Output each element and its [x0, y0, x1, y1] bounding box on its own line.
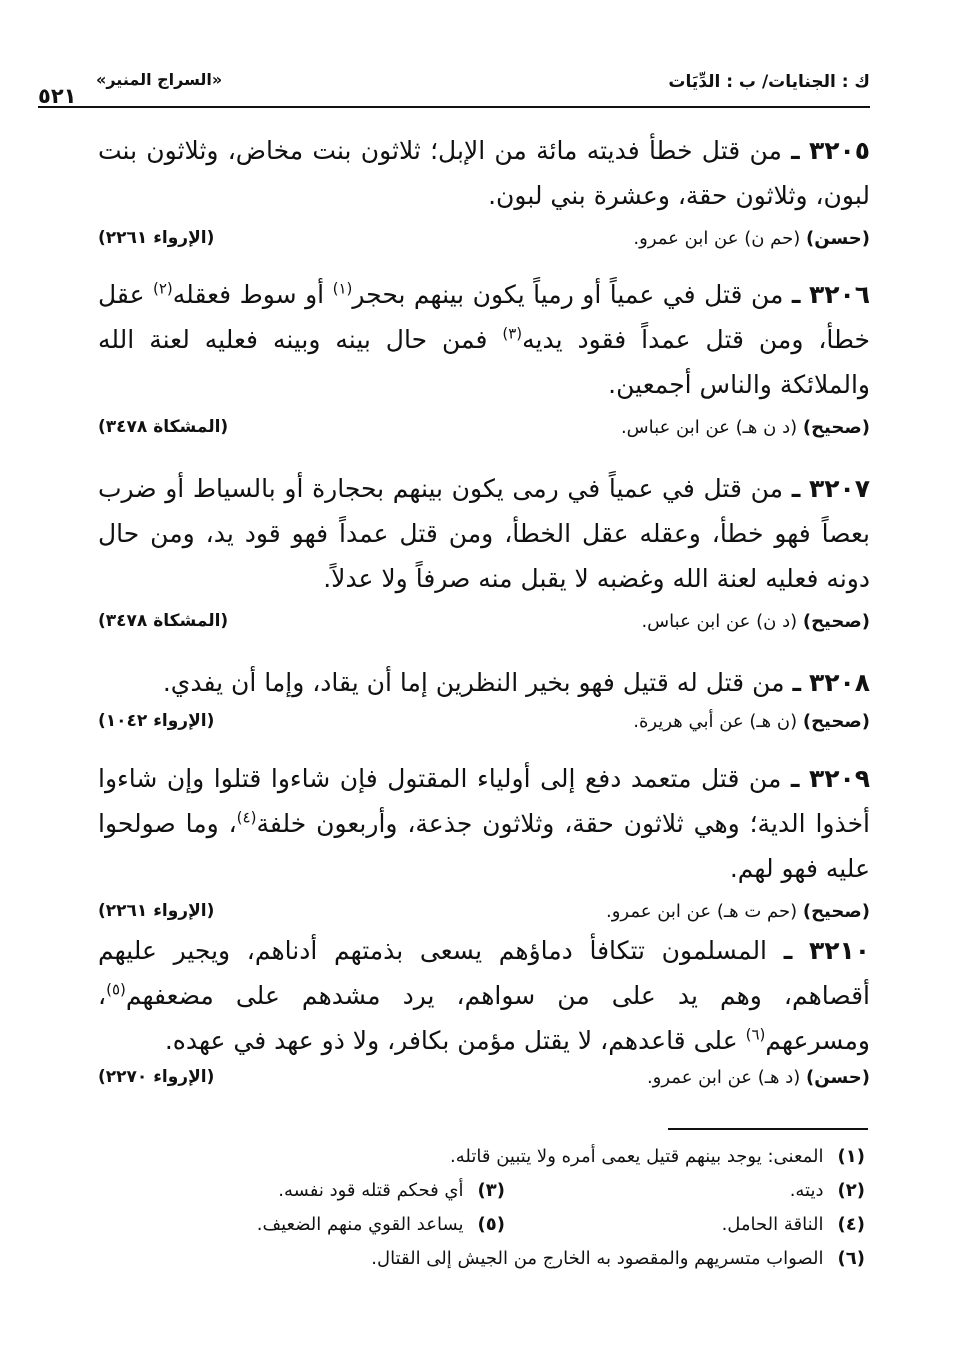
page-number: ٥٢١ — [38, 84, 77, 108]
running-header — [38, 60, 870, 108]
footnote-row — [95, 1248, 865, 1282]
hadith-entry — [98, 756, 870, 935]
hadith-number: ٣٢٠٥ — [808, 136, 871, 165]
hadith-text: ٣٢٠٦ ـ من قتل في عمياً أو رمياً يكون بينهم بحجر$^{(١)}$ أو سوط فعقله$^{(٢)}$ عقل خطأ، ومن قتل عمداً فقود يديه$^{(٣)}$ فمن حال بينه وبينه فعليه لعنة الله والملائكة والناس أجمعين. — [98, 279, 871, 399]
hadith-grade: (صحيح) (ن هـ) عن أبي هريرة. — [633, 711, 870, 732]
hadith-text: ٣٢٠٩ ـ من قتل متعمد دفع إلى أولياء المقتول فإن شاءوا قتلوا وإن شاءوا أخذوا الدية؛ وهي ثلاثون حقة، وثلاثون جذعة، وأربعون خلفة$^{(٤)}$، وما صولحوا عليه فهو لهم. — [98, 764, 871, 883]
hadith-grade: (صحيح) (د ن) عن ابن عباس. — [641, 611, 870, 632]
hadith-reference: (الإرواء ٢٢٧٠) — [98, 1067, 215, 1087]
footnote-marker[interactable]: (١) — [332, 279, 353, 298]
hadith-reference: (الإرواء ٢٢٦١) — [98, 228, 215, 248]
footnote-row — [95, 1214, 865, 1248]
hadith-entry — [98, 272, 870, 451]
chapter-title: ك : الجنايات/ ب : الدِّيَات — [668, 72, 870, 92]
footnote-item: (٤)الناقة الحامل. — [721, 1214, 865, 1235]
footnote-marker[interactable]: (٣) — [502, 324, 523, 343]
hadith-meta — [98, 611, 870, 645]
hadith-body: من قتل له قتيل فهو بخير النظرين إما أن يقاد، وإما أن يفدي. — [162, 668, 785, 697]
hadith-text: ٣٢٠٨ ـ من قتل له قتيل فهو بخير النظرين إما أن يقاد، وإما أن يفدي. — [162, 668, 870, 697]
hadith-meta — [98, 1067, 870, 1101]
footnote-marker[interactable]: (٥) — [106, 980, 126, 999]
hadith-entry — [98, 466, 870, 645]
hadith-reference: (الإرواء ٢٢٦١) — [98, 901, 215, 921]
footnote-row — [95, 1146, 865, 1180]
hadith-text: ٣٢٠٥ ـ من قتل خطأ فديته مائة من الإبل؛ ثلاثون بنت مخاض، وثلاثون بنت لبون، وثلاثون حقة، وعشرة بني لبون. — [98, 136, 871, 210]
hadith-number: ٣٢١٠ — [808, 936, 871, 965]
footnotes — [95, 1146, 865, 1282]
hadith-meta — [98, 417, 870, 451]
footnote-item: (٥)يساعد القوي منهم الضعيف. — [256, 1214, 505, 1235]
hadith-number: ٣٢٠٨ — [808, 668, 870, 697]
hadith-number: ٣٢٠٩ — [808, 764, 871, 793]
footnote-row — [95, 1180, 865, 1214]
footnote-marker[interactable]: (٦) — [745, 1025, 766, 1044]
hadith-reference: (الإرواء ١٠٤٢) — [98, 711, 215, 731]
hadith-entry — [98, 660, 870, 745]
header-rule — [38, 106, 870, 108]
hadith-number: ٣٢٠٦ — [808, 280, 871, 309]
footnote-item: (١)المعنى: يوجد بينهم قتيل يعمى أمره ولا يتبين قاتله. — [450, 1146, 865, 1167]
hadith-body: من قتل في عمياً في رمى يكون بينهم بحجارة أو بالسياط أو ضرب بعصاً فهو خطأ، وعقله عقل الخطأ، ومن قتل عمداً فهو قود يد، ومن حال دونه فعليه لعنة الله وغضبه لا يقبل منه صرفاً ولا عدلاً. — [98, 474, 870, 593]
footnote-separator — [668, 1128, 868, 1130]
footnote-item: (٦)الصواب متسريهم والمقصود به الخارج من الجيش إلى القتال. — [371, 1248, 865, 1269]
hadith-reference: (المشكاة ٣٤٧٨) — [98, 611, 229, 631]
hadith-text: ٣٢١٠ ـ المسلمون تتكافأ دماؤهم يسعى بذمتهم أدناهم، ويجير عليهم أقصاهم، وهم يد على من سواهم، يرد مشدهم على مضعفهم$^{(٥)}$، ومسرعهم$^{(٦)}$ على قاعدهم، لا يقتل مؤمن بكافر، ولا ذو عهد في عهده. — [98, 936, 871, 1055]
hadith-meta — [98, 711, 870, 745]
hadith-meta — [98, 228, 870, 262]
footnote-item: (٢)ديته. — [789, 1180, 865, 1201]
footnote-marker[interactable]: (٤) — [236, 808, 257, 827]
hadith-grade: (حسن) (حم ن) عن ابن عمرو. — [633, 228, 870, 249]
footnote-marker[interactable]: (٢) — [153, 279, 173, 298]
hadith-grade: (صحيح) (حم ت هـ) عن ابن عمرو. — [606, 901, 870, 922]
hadith-entry — [98, 128, 870, 262]
hadith-reference: (المشكاة ٣٤٧٨) — [98, 417, 229, 437]
hadith-body: من قتل خطأ فديته مائة من الإبل؛ ثلاثون بنت مخاض، وثلاثون بنت لبون، وثلاثون حقة، وعشرة بني لبون. — [98, 136, 870, 210]
hadith-text: ٣٢٠٧ ـ من قتل في عمياً في رمى يكون بينهم بحجارة أو بالسياط أو ضرب بعصاً فهو خطأ، وعقله عقل الخطأ، ومن قتل عمداً فهو قود يد، ومن حال دونه فعليه لعنة الله وغضبه لا يقبل منه صرفاً ولا عدلاً. — [98, 474, 870, 593]
hadith-grade: (صحيح) (د ن هـ) عن ابن عباس. — [620, 417, 870, 438]
hadith-grade: (حسن) (د هـ) عن ابن عمرو. — [646, 1067, 870, 1088]
footnote-item: (٣)أي فحكم قتله قود نفسه. — [278, 1180, 505, 1201]
book-title: «السراج المنير» — [96, 70, 223, 89]
hadith-entry — [98, 928, 870, 1101]
hadith-number: ٣٢٠٧ — [808, 474, 870, 503]
